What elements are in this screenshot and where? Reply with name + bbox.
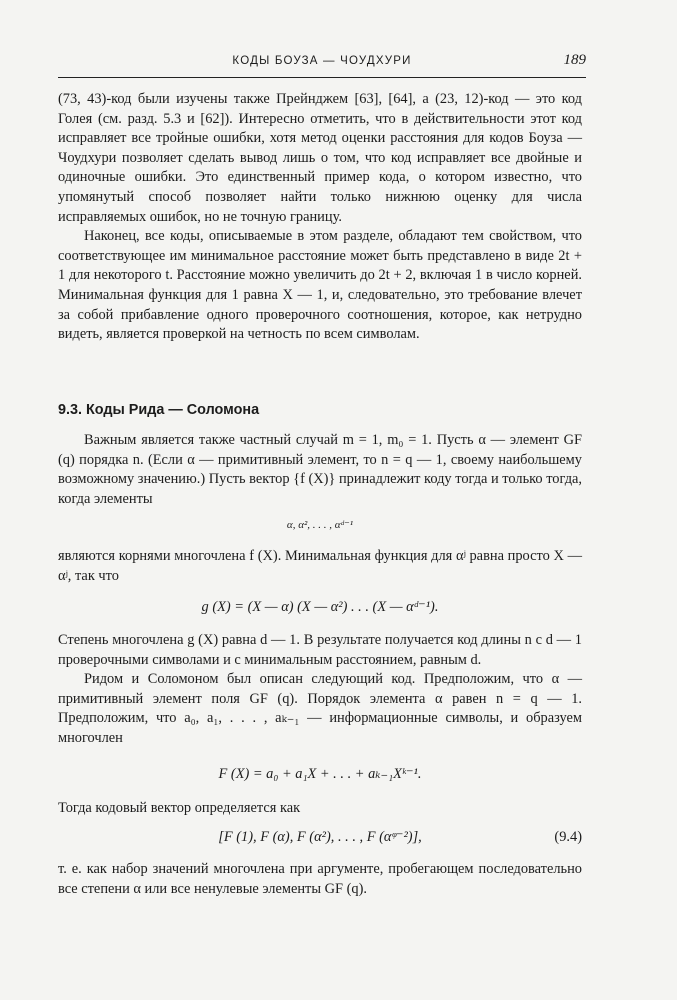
section-heading: 9.3. Коды Рида — Соломона [58,402,260,418]
running-head-title: КОДЫ БОУЗА — ЧОУДХУРИ [232,55,412,67]
formula-roots: α, α², . . . , αᵈ⁻¹ [286,519,354,531]
paragraph-5: Степень многочлена g (X) равна d — 1. В результате получается код длины n с d — 1 проверочными символами и с минимальным расстоянием, равным d. [58,632,582,668]
paragraph-3: Важным является также частный случай m = 1, m₀ = 1. Пусть α — элемент GF (q) порядка n. (Если α — примитивный элемент, то n = q — 1, своему наибольшему возможному значению.) Пусть вектор {f (X)} принадлежит коду тогда и только тогда, когда элементы [58,432,582,507]
text-block-2 [58,431,582,509]
paragraph-2: Наконец, все коды, описываемые в этом разделе, обладают тем свойством, что соответствующее им минимальное расстояние может быть представлено в виде 2t + 1 для некоторого t. Расстояние можно увеличить до 2t + 2, включая 1 в число корней. Минимальная функция для 1 равна X — 1, и, следовательно, это требование влечет за собой прибавление одного проверочного соотношения, которое, как нетрудно видеть, является проверкой на четность по всем символам. [58,228,582,343]
text-block-3 [58,547,582,586]
formula-codeword [58,829,582,846]
formula-F: F (X) = a₀ + a₁X + . . . + aₖ₋₁Xᵏ⁻¹. [218,766,422,782]
paragraph-7: Тогда кодовый вектор определяется как [58,800,301,816]
page-number: 189 [563,52,586,68]
running-head [58,52,586,78]
text-block-6 [58,860,582,899]
paragraph-6: Ридом и Соломоном был описан следующий код. Предположим, что α — примитивный элемент поля GF (q). Порядок элемента α равен n = q — 1. Предположим, что a₀, a₁, . . . , aₖ₋₁ — информационные символы, и образуем многочлен [58,671,582,746]
text-block-5 [58,799,582,819]
text-block-1 [58,90,582,345]
formula-codeword-text: [F (1), F (α), F (α²), . . . , F (αᵠ⁻²)], [218,829,422,845]
paragraph-1: (73, 43)-код были изучены также Прейнджем [63], [64], а (23, 12)-код — это код Голея (см. разд. 5.3 и [62]). Интересно отметить, что в действительности этот код исправляет все тройные ошибки, хотя метод оценки расстояния для кодов Боуза — Чоудхури позволяет сделать вывод лишь о том, что код исправляет все двойные и одиночные ошибки. Это единственный пример кода, о котором известно, что упомянутый способ позволяет найти только нижнюю оценку для числа исправляемых ошибок, но не точную границу. [58,91,582,225]
formula-g: g (X) = (X — α) (X — α²) . . . (X — αᵈ⁻¹). [201,599,439,615]
text-block-4 [58,631,582,749]
paragraph-8: т. е. как набор значений многочлена при аргументе, пробегающем последовательно все степени α или все ненулевые элементы GF (q). [58,861,582,897]
paragraph-4: являются корнями многочлена f (X). Минимальная функция для αʲ равна просто X — αʲ, так что [58,548,582,584]
equation-number: (9.4) [554,829,582,845]
